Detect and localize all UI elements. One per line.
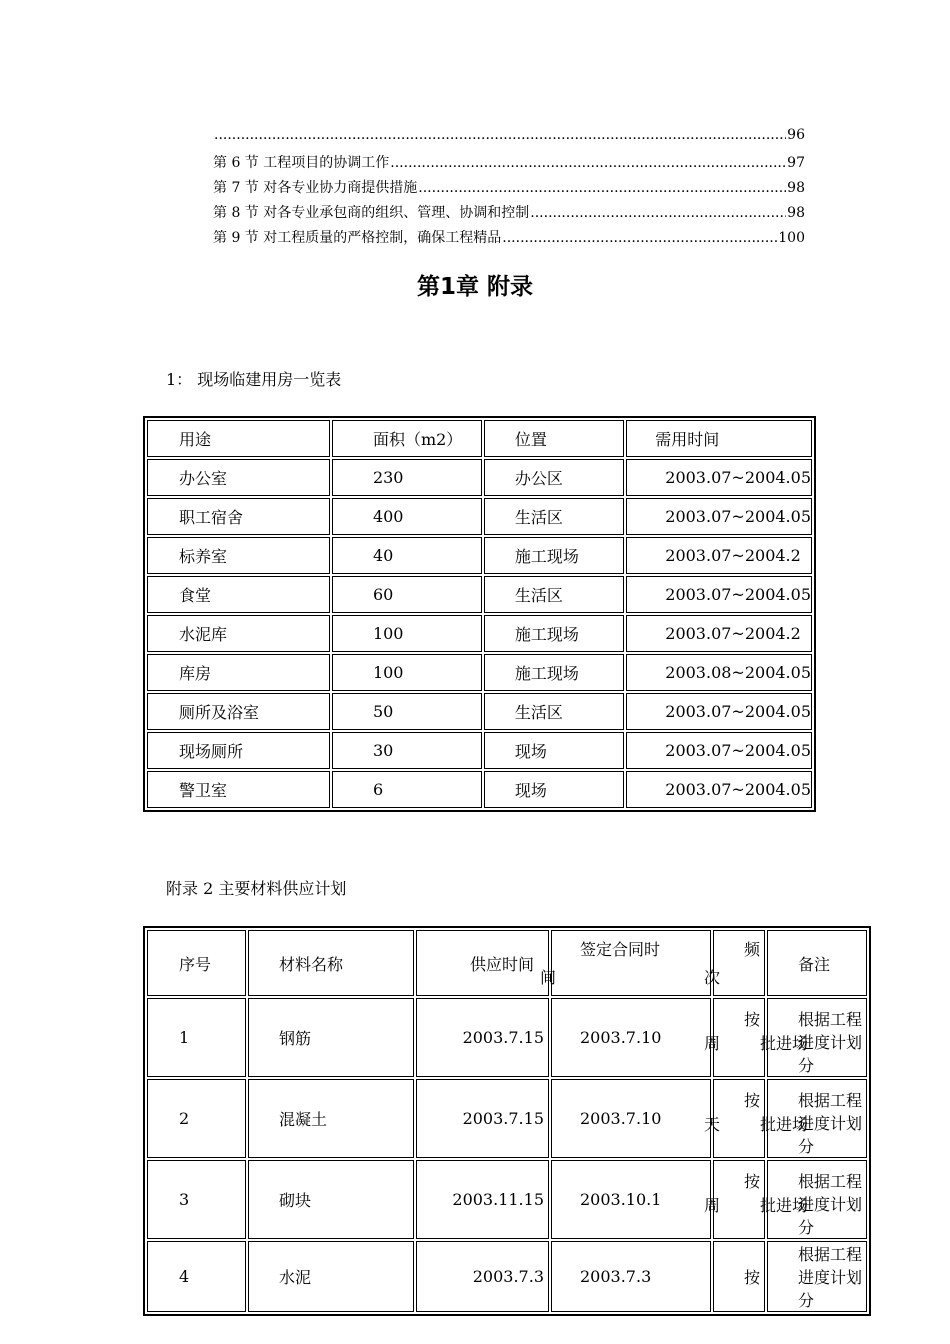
cell-use: 警卫室 bbox=[147, 771, 330, 808]
cell-location: 生活区 bbox=[484, 693, 624, 730]
header-cell-material: 材料名称 bbox=[248, 930, 414, 996]
cell-frequency bbox=[704, 998, 765, 1077]
header-cell-supply-time bbox=[416, 930, 549, 996]
toc-entry-page: 98 bbox=[787, 180, 805, 196]
table-row bbox=[147, 498, 812, 535]
header-cell-time: 需用时间 bbox=[626, 420, 812, 457]
toc-entry-label: 第 6 节 工程项目的协调工作 bbox=[213, 155, 390, 171]
frequency-label: 按 bbox=[743, 1091, 760, 1110]
cell-location: 现场 bbox=[484, 732, 624, 769]
cell-use: 食堂 bbox=[147, 576, 330, 613]
toc-leader-dots bbox=[418, 180, 786, 196]
cell-use: 职工宿舍 bbox=[147, 498, 330, 535]
table-row bbox=[147, 998, 867, 1077]
header-cell-area: 面积（m2） bbox=[332, 420, 482, 457]
table-header-row bbox=[147, 420, 812, 457]
cell-contract-time: 2003.7.3 bbox=[551, 1241, 711, 1312]
cell-supply-time: 2003.7.15 bbox=[416, 1079, 549, 1158]
toc-leader-dots bbox=[502, 230, 777, 246]
toc-entry-label: 第 9 节 对工程质量的严格控制，确保工程精品 bbox=[213, 230, 502, 246]
frequency-label: 按 bbox=[743, 1172, 760, 1191]
cell-location: 施工现场 bbox=[484, 654, 624, 691]
material-supply-table bbox=[143, 926, 871, 1316]
toc-leader-dots bbox=[390, 155, 786, 171]
cell-seq: 2 bbox=[147, 1079, 246, 1158]
cell-time: 2003.07~2004.2 bbox=[626, 615, 812, 652]
toc-entry[interactable] bbox=[213, 152, 805, 177]
cell-use: 水泥库 bbox=[147, 615, 330, 652]
toc-entry[interactable] bbox=[213, 202, 805, 227]
toc-leader-dots bbox=[530, 205, 786, 221]
table-row bbox=[147, 654, 812, 691]
header-cell-remark: 备注 bbox=[767, 930, 867, 996]
cell-location: 施工现场 bbox=[484, 615, 624, 652]
table-row bbox=[147, 537, 812, 574]
header-contract-time-label: 签定合同时 bbox=[580, 940, 661, 959]
cell-use: 库房 bbox=[147, 654, 330, 691]
cell-material: 水泥 bbox=[248, 1241, 414, 1312]
table-row bbox=[147, 732, 812, 769]
cell-time: 2003.07~2004.05 bbox=[626, 693, 812, 730]
table-header-row bbox=[147, 930, 867, 996]
cell-remark bbox=[760, 1160, 867, 1239]
cell-location: 施工现场 bbox=[484, 537, 624, 574]
cell-area: 6 bbox=[332, 771, 482, 808]
cell-area: 100 bbox=[332, 615, 482, 652]
cell-use: 现场厕所 bbox=[147, 732, 330, 769]
cell-material: 混凝土 bbox=[248, 1079, 414, 1158]
remark-wrap: 批进场 bbox=[760, 1034, 809, 1053]
toc-entry-page: 96 bbox=[787, 127, 805, 143]
toc-entry-page: 97 bbox=[787, 155, 805, 171]
cell-time: 2003.07~2004.05 bbox=[626, 576, 812, 613]
remark-text: 根据工程进度计划分 bbox=[798, 1172, 863, 1237]
table-row bbox=[147, 1241, 867, 1312]
cell-time: 2003.08~2004.05 bbox=[626, 654, 812, 691]
header-contract-time-wrap: 间 bbox=[540, 968, 557, 987]
table-row bbox=[147, 459, 812, 496]
cell-area: 60 bbox=[332, 576, 482, 613]
cell-seq: 4 bbox=[147, 1241, 246, 1312]
frequency-wrap: 周 bbox=[704, 1196, 721, 1215]
table-row bbox=[147, 615, 812, 652]
cell-time: 2003.07~2004.05 bbox=[626, 459, 812, 496]
temporary-buildings-table bbox=[143, 416, 816, 812]
table-row bbox=[147, 771, 812, 808]
table-row bbox=[147, 1160, 867, 1239]
header-frequency-label: 频 bbox=[743, 940, 760, 959]
cell-frequency bbox=[704, 1079, 765, 1158]
cell-material: 钢筋 bbox=[248, 998, 414, 1077]
cell-frequency bbox=[704, 1160, 765, 1239]
toc-entry-label: 第 7 节 对各专业协力商提供措施 bbox=[213, 180, 418, 196]
table-row bbox=[147, 1079, 867, 1158]
toc-entry[interactable] bbox=[213, 127, 805, 152]
toc-entry-page: 100 bbox=[778, 230, 805, 246]
table2-caption: 附录 2 主要材料供应计划 bbox=[166, 879, 347, 898]
cell-contract-time: 2003.7.10 bbox=[551, 998, 711, 1077]
frequency-label: 按 bbox=[743, 1010, 760, 1029]
toc-entry[interactable] bbox=[213, 177, 805, 202]
cell-location: 办公区 bbox=[484, 459, 624, 496]
header-cell-seq: 序号 bbox=[147, 930, 246, 996]
cell-contract-time: 2003.10.1 bbox=[551, 1160, 711, 1239]
remark-wrap: 批进场 bbox=[760, 1115, 809, 1134]
remark-text: 根据工程进度计划分 bbox=[798, 1010, 863, 1075]
cell-time: 2003.07~2004.05 bbox=[626, 732, 812, 769]
table1-caption: 1： 现场临建用房一览表 bbox=[166, 370, 342, 389]
cell-area: 50 bbox=[332, 693, 482, 730]
cell-material: 砌块 bbox=[248, 1160, 414, 1239]
header-cell-frequency bbox=[704, 930, 765, 996]
cell-area: 400 bbox=[332, 498, 482, 535]
cell-area: 230 bbox=[332, 459, 482, 496]
cell-use: 标养室 bbox=[147, 537, 330, 574]
remark-text: 根据工程进度计划分 bbox=[798, 1091, 863, 1156]
cell-remark: 根据工程进度计划分 bbox=[767, 1241, 867, 1312]
chapter-title: 第1章 附录 bbox=[416, 274, 533, 300]
cell-seq: 3 bbox=[147, 1160, 246, 1239]
cell-use: 办公室 bbox=[147, 459, 330, 496]
cell-supply-time: 2003.11.15 bbox=[416, 1160, 549, 1239]
header-cell-contract-time bbox=[540, 930, 711, 996]
cell-supply-time: 2003.7.3 bbox=[416, 1241, 549, 1312]
table-row bbox=[147, 576, 812, 613]
cell-location: 生活区 bbox=[484, 498, 624, 535]
cell-frequency: 按 bbox=[713, 1241, 765, 1312]
cell-area: 40 bbox=[332, 537, 482, 574]
cell-area: 30 bbox=[332, 732, 482, 769]
header-cell-use: 用途 bbox=[147, 420, 330, 457]
frequency-wrap: 天 bbox=[704, 1115, 721, 1134]
cell-location: 生活区 bbox=[484, 576, 624, 613]
cell-supply-time: 2003.7.15 bbox=[416, 998, 549, 1077]
header-frequency-wrap: 次 bbox=[704, 968, 721, 987]
cell-use: 厕所及浴室 bbox=[147, 693, 330, 730]
table-of-contents bbox=[213, 127, 805, 252]
cell-area: 100 bbox=[332, 654, 482, 691]
cell-remark bbox=[760, 1079, 867, 1158]
header-supply-time-label: 供应时间 bbox=[469, 954, 534, 974]
cell-seq: 1 bbox=[147, 998, 246, 1077]
cell-time: 2003.07~2004.05 bbox=[626, 771, 812, 808]
header-cell-location: 位置 bbox=[484, 420, 624, 457]
cell-time: 2003.07~2004.2 bbox=[626, 537, 812, 574]
toc-entry-page: 98 bbox=[787, 205, 805, 221]
toc-entry[interactable] bbox=[213, 227, 805, 252]
cell-remark bbox=[760, 998, 867, 1077]
table-row bbox=[147, 693, 812, 730]
cell-time: 2003.07~2004.05 bbox=[626, 498, 812, 535]
cell-location: 现场 bbox=[484, 771, 624, 808]
toc-leader-dots bbox=[214, 127, 786, 143]
remark-wrap: 批进场 bbox=[760, 1196, 809, 1215]
cell-contract-time: 2003.7.10 bbox=[551, 1079, 711, 1158]
frequency-wrap: 周 bbox=[704, 1034, 721, 1053]
toc-entry-label: 第 8 节 对各专业承包商的组织、管理、协调和控制 bbox=[213, 205, 530, 221]
